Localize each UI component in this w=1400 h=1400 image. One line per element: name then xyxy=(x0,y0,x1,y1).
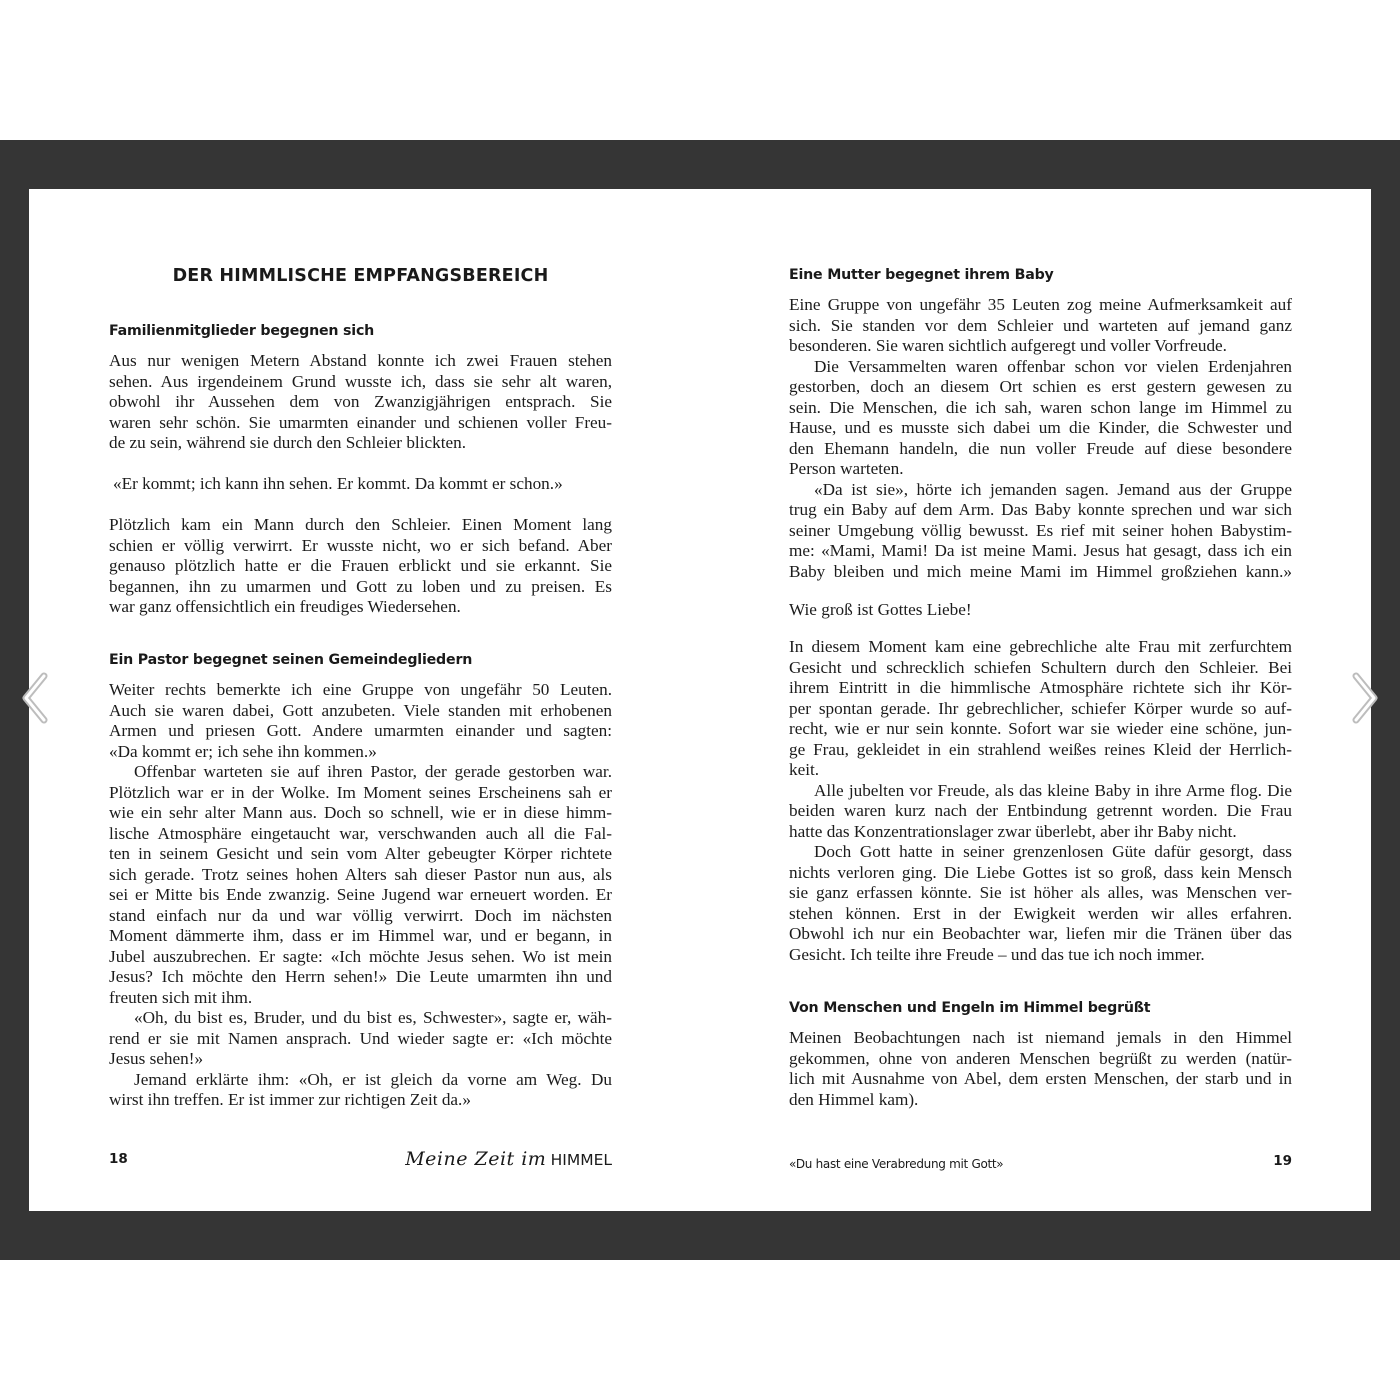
text-line: per spontan gerade. Ihr gebrechlicher, schiefer Körper wurde so auf- xyxy=(789,699,1292,718)
running-head-caps: HIMMEL xyxy=(550,1151,612,1169)
text-line: Alle jubelten vor Freude, als das kleine Baby in ihre Arme flog. Die xyxy=(814,781,1292,800)
text-line: nichts verloren ging. Die Liebe Gottes ist so groß, dass kein Mensch xyxy=(789,863,1292,882)
left-page xyxy=(109,189,612,1211)
text-line: Hause, und es musste sich dabei um die Kinder, die Schwester und xyxy=(789,418,1292,437)
text-line: ihrem Eintritt in die himmlische Atmosphäre richtete sich ihr Kör- xyxy=(789,678,1292,697)
text-line: Doch Gott hatte in seiner grenzenlosen Güte dafür gesorgt, dass xyxy=(814,842,1292,861)
chevron-right-icon xyxy=(1350,672,1380,724)
text-line: Meinen Beobachtungen nach ist niemand jemals in den Himmel xyxy=(789,1028,1292,1047)
text-line: stehen können. Erst in der Ewigkeit werden wir alles erfahren. xyxy=(789,904,1292,923)
text-line: sein. Die Menschen, die ich sah, waren schon lange im Himmel zu xyxy=(789,398,1292,417)
text-line: Plötzlich war er in der Wolke. Im Moment seines Erscheinens sah er xyxy=(109,783,612,802)
text-line: sich. Sie standen vor dem Schleier und warteten auf jemand ganz xyxy=(789,316,1292,335)
text-line: Person warteten. xyxy=(789,459,904,478)
text-line: Gesicht. Ich teilte ihre Freude – und das tue ich noch immer. xyxy=(789,945,1205,964)
text-line: den Himmel kam). xyxy=(789,1090,919,1109)
text-line: stand einfach nur da und war völlig verwirrt. Doch im nächsten xyxy=(109,906,612,925)
text-line: ten in seinem Gesicht und sein vom Alter gebeugter Körper richtete xyxy=(109,844,612,863)
text-line: Jemand erklärte ihm: «Oh, er ist gleich da vorne am Weg. Du xyxy=(134,1070,612,1089)
text-line: me: «Mami, Mami! Da ist meine Mami. Jesus hat gesagt, dass ich ein xyxy=(789,541,1292,560)
text-line: Gesicht und schrecklich schiefen Schultern durch den Schleier. Bei xyxy=(789,658,1292,677)
text-line: «Da ist sie», hörte ich jemanden sagen. Jemand aus der Gruppe xyxy=(814,480,1292,499)
text-line: Armen und priesen Gott. Andere umarmten einander und sagten: xyxy=(109,721,612,740)
right-page xyxy=(789,189,1292,1211)
text-line: Wie groß ist Gottes Liebe! xyxy=(789,600,972,619)
text-line: obwohl ihr Aussehen dem von Zwanzigjährigen entsprach. Sie xyxy=(109,392,612,411)
running-head: «Du hast eine Verabredung mit Gott» xyxy=(789,1157,1004,1171)
text-line: schien er völlig verwirrt. Er wusste nicht, wo er sich befand. Aber xyxy=(109,536,612,555)
text-line: gestorben, doch an diesem Ort schien es erst gestern gewesen zu xyxy=(789,377,1292,396)
text-line: trug ein Baby auf dem Arm. Das Baby konnte sprechen und war sich xyxy=(789,500,1292,519)
quote-line: «Er kommt; ich kann ihn sehen. Er kommt. Da kommt er schon.» xyxy=(113,474,563,493)
text-line: «Oh, du bist es, Bruder, und du bist es, Schwester», sagte er, wäh- xyxy=(134,1008,612,1027)
chevron-left-icon xyxy=(20,672,50,724)
text-line: Auch sie waren dabei, Gott anzubeten. Viele standen mit erhobenen xyxy=(109,701,612,720)
text-line: Eine Gruppe von ungefähr 35 Leuten zog meine Aufmerksamkeit auf xyxy=(789,295,1292,314)
text-line: Weiter rechts bemerkte ich eine Gruppe von ungefähr 50 Leuten. xyxy=(109,680,612,699)
text-line: Plötzlich kam ein Mann durch den Schleier. Einen Moment lang xyxy=(109,515,612,534)
text-line: ge Frau, gekleidet in ein strahlend weißes reines Kleid der Herrlich- xyxy=(789,740,1292,759)
text-line: Jesus sehen!» xyxy=(109,1049,204,1068)
text-line: Offenbar warteten sie auf ihren Pastor, der gerade gestorben war. xyxy=(134,762,612,781)
section-heading: Eine Mutter begegnet ihrem Baby xyxy=(789,267,1054,283)
text-line: sehen. Aus irgendeinem Grund wusste ich, dass sie sehr alt waren, xyxy=(109,372,612,391)
page-number: 18 xyxy=(109,1151,128,1167)
book-spread xyxy=(29,189,1371,1211)
section-heading: Familienmitglieder begegnen sich xyxy=(109,323,375,339)
text-line: hatte das Konzentrationslager zwar überlebt, aber ihr Baby nicht. xyxy=(789,822,1237,841)
text-line: seiner Umgebung völlig bewusst. Es rief mit seiner hohen Babystim- xyxy=(789,521,1292,540)
text-line: beiden waren kurz nach der Entbindung getrennt worden. Die Frau xyxy=(789,801,1292,820)
text-line: sich gerade. Trotz seines hohen Alters sah dieser Pastor nun aus, als xyxy=(109,865,612,884)
next-page-button[interactable] xyxy=(1350,672,1380,724)
text-line: den Ehemann handeln, die nun voller Freude auf diese besondere xyxy=(789,439,1292,458)
text-line: war ganz offensichtlich ein freudiges Wiedersehen. xyxy=(109,597,461,616)
text-line: «Da kommt er; ich sehe ihn kommen.» xyxy=(109,742,377,761)
section-heading: Von Menschen und Engeln im Himmel begrüßt xyxy=(789,1000,1151,1016)
text-line: wie ein sehr alter Mann aus. Doch so schnell, wie er in diese himm- xyxy=(109,803,612,822)
text-line: Obwohl ich nur ein Beobachter war, liefen mir die Tränen über das xyxy=(789,924,1292,943)
text-line: keit. xyxy=(789,760,820,779)
running-head-script: Meine Zeit im xyxy=(405,1148,547,1170)
running-head xyxy=(405,1148,612,1170)
text-line: genauso plötzlich hatte er die Frauen erblickt und sie erkannt. Sie xyxy=(109,556,612,575)
text-line: rend er sie mit Namen ansprach. Und wieder sagte er: «Ich möchte xyxy=(109,1029,612,1048)
text-line: Jesus? Ich möchte den Herrn sehen!» Die Leute umarmten ihn und xyxy=(109,967,612,986)
text-line: besonderen. Sie waren sichtlich aufgeregt und voller Vorfreude. xyxy=(789,336,1227,355)
previous-page-button[interactable] xyxy=(20,672,50,724)
page-number: 19 xyxy=(1273,1153,1292,1169)
text-line: Moment dämmerte ihm, dass er im Himmel war, und er begann, in xyxy=(109,926,612,945)
text-line: lich mit Ausnahme von Abel, dem ersten Menschen, der starb und in xyxy=(789,1069,1292,1088)
text-line: sie ganz erfassen könnte. Sie ist höher als alles, was Menschen ver- xyxy=(789,883,1292,902)
text-line: gekommen, ohne von anderen Menschen begrüßt zu werden (natür- xyxy=(789,1049,1292,1068)
text-line: In diesem Moment kam eine gebrechliche alte Frau mit zerfurchtem xyxy=(789,637,1292,656)
chapter-title: DER HIMMLISCHE EMPFANGSBEREICH xyxy=(172,266,549,286)
text-line: de zu sein, während sie durch den Schleier blickten. xyxy=(109,433,466,452)
text-line: waren sehr schön. Sie umarmten einander und schienen voller Freu- xyxy=(109,413,612,432)
section-heading: Ein Pastor begegnet seinen Gemeindegliedern xyxy=(109,652,473,668)
text-line: wirst ihn treffen. Er ist immer zur richtigen Zeit da.» xyxy=(109,1090,471,1109)
text-line: Aus nur wenigen Metern Abstand konnte ich zwei Frauen stehen xyxy=(109,351,612,370)
text-line: Die Versammelten waren offenbar schon vor vielen Erdenjahren xyxy=(814,357,1292,376)
text-line: recht, wie er nur sein konnte. Sofort war sie wieder eine schöne, jun- xyxy=(789,719,1292,738)
text-line: Baby bleiben und mich meine Mami im Himmel großziehen kann.» xyxy=(789,562,1292,581)
text-line: Jubel auszubrechen. Er sagte: «Ich möchte Jesus sehen. Wo ist mein xyxy=(109,947,612,966)
text-line: begannen, ihn zu umarmen und Gott zu loben und zu preisen. Es xyxy=(109,577,612,596)
text-line: sei er Mitte bis Ende zwanzig. Seine Jugend war erneuert worden. Er xyxy=(109,885,612,904)
text-line: lische Atmosphäre eingetaucht war, verschwanden auch all die Fal- xyxy=(109,824,612,843)
text-line: freuten sich mit ihm. xyxy=(109,988,253,1007)
